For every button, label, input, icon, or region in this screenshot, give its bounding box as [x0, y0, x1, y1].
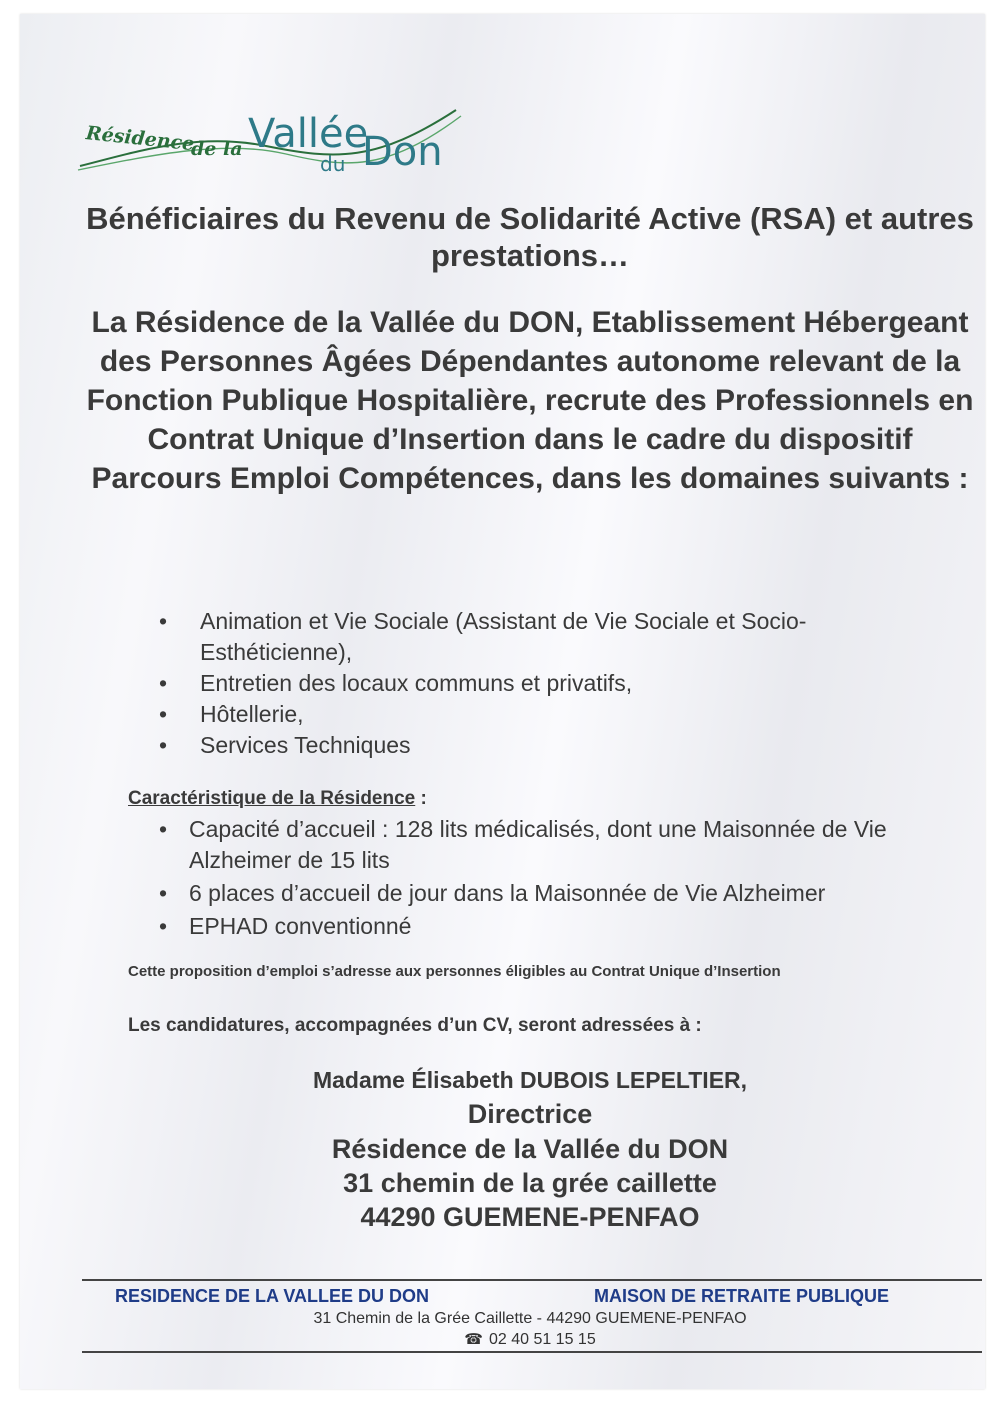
candidatures-note: Les candidatures, accompagnées d’un CV, seront adressées à :: [128, 1015, 702, 1036]
contact-name: Madame Élisabeth DUBOIS LEPELTIER,: [312, 1067, 748, 1093]
logo-text-du: du: [320, 152, 346, 176]
footer-divider-top: [82, 1279, 982, 1281]
list-item: • Capacité d’accueil : 128 lits médicalisés, dont une Maisonnée de Vie Alzheimer de 15 lits: [155, 814, 955, 876]
list-item: • Entretien des locaux communs et privatifs,: [155, 668, 955, 699]
characteristics-heading-text: Caractéristique de la Résidence: [128, 788, 416, 809]
list-item: • EPHAD conventionné: [155, 911, 955, 942]
logo-text-vallee: Vallée: [248, 111, 369, 157]
logo-text-residence: Résidence: [84, 122, 196, 156]
characteristics-heading-suffix: :: [415, 788, 427, 809]
list-item: • 6 places d’accueil de jour dans la Maisonnée de Vie Alzheimer: [155, 878, 955, 909]
logo-text-don: Don: [362, 129, 443, 175]
flyer-page: [20, 14, 985, 1389]
telephone-icon: ☎: [464, 1331, 483, 1348]
list-item: • Hôtellerie,: [155, 699, 955, 730]
domains-list: [155, 606, 955, 761]
characteristics-heading: [128, 787, 427, 811]
footer-residence-name: RESIDENCE DE LA VALLEE DU DON: [115, 1286, 430, 1306]
footer-divider-bottom: [82, 1351, 982, 1353]
contact-organization: Résidence de la Vallée du DON: [331, 1134, 729, 1164]
characteristics-list: [155, 814, 955, 944]
contact-street: 31 chemin de la grée caillette: [343, 1168, 717, 1198]
contact-role: Directrice: [467, 1099, 593, 1129]
footer-phone-number: 02 40 51 15 15: [488, 1331, 596, 1348]
list-item: • Animation et Vie Sociale (Assistant de Vie Sociale et Socio-Esthéticienne),: [155, 606, 955, 668]
eligibility-note: Cette proposition d’emploi s’adresse aux personnes éligibles au Contrat Unique d’Insertion: [128, 963, 781, 980]
footer-retirement-home: MAISON DE RETRAITE PUBLIQUE: [594, 1286, 890, 1306]
contact-city: 44290 GUEMENE-PENFAO: [360, 1202, 700, 1232]
logo-text-de-la: de la: [191, 138, 243, 160]
list-item: • Services Techniques: [155, 730, 955, 761]
flyer-title: Bénéficiaires du Revenu de Solidarité Active (RSA) et autres prestations…: [86, 201, 974, 273]
footer-address: 31 Chemin de la Grée Caillette - 44290 GUEMENE-PENFAO: [313, 1310, 747, 1327]
residence-logo: [76, 102, 476, 184]
intro-paragraph: La Résidence de la Vallée du DON, Etablissement Hébergeant des Personnes Âgées Dépendantes autonome relevant de la Fonction Publique Hospitalière, recrute des Professionnels en Contrat Unique d’Insertion dans le cadre du dispositif Parcours Emploi Compétences, dans les domaines suivants :: [86, 306, 974, 495]
footer-phone-line: [80, 1330, 980, 1350]
